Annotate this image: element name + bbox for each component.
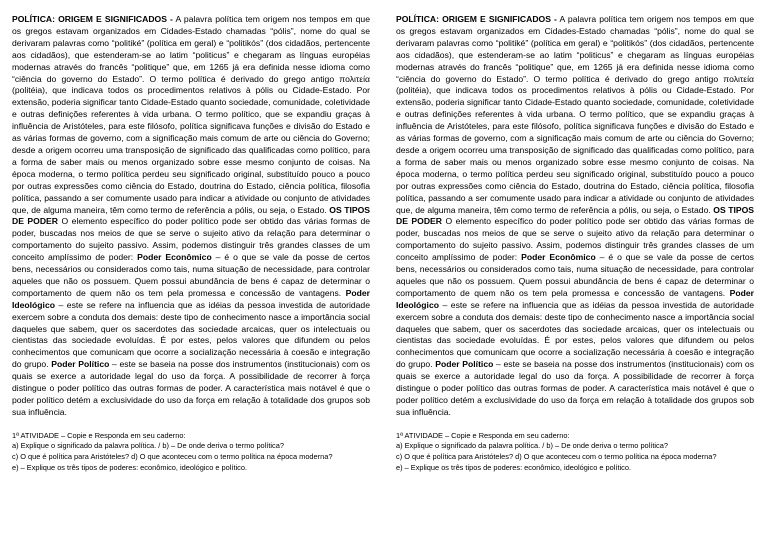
- activity-title: 1ª ATIVIDADE – Copie e Responda em seu caderno:: [12, 430, 186, 440]
- activity-line: a) Explique o significado da palavra política. / b) – De onde deriva o termo política?: [396, 441, 668, 451]
- activity-line: e) – Explique os três tipos de poderes: econômico, ideológico e político.: [396, 462, 631, 472]
- activity-line: a) Explique o significado da palavra política. / b) – De onde deriva o termo política?: [12, 441, 284, 451]
- term-poder-politico: Poder Político: [51, 359, 110, 370]
- activity-line: e) – Explique os três tipos de poderes: econômico, ideológico e político.: [12, 462, 247, 472]
- heading-politica: POLÍTICA: ORIGEM E SIGNIFICADOS -: [396, 14, 557, 24]
- activity-line: c) O que é política para Aristóteles? d) O que aconteceu com o termo política na época moderna?: [12, 452, 333, 461]
- text-poder-ideologico: – este se refere na influencia que as idéias da pessoa investida de autoridade exercem sobre a conduta dos demais: deste tipo de conhecimento nasce a importância social daqueles que sabem, quer os sacerdotes das sociedade arcaicas, quer os intelectuais ou cientistas das sociedade evoluídas. É por estes, pelos valores que difundem ou pelos conhecimentos que comunicam que ocorre a socialização necessária à coesão e integração do grupo.: [12, 299, 370, 370]
- right-column: [396, 14, 754, 473]
- term-poder-economico: Poder Econômico: [521, 252, 596, 263]
- term-poder-economico: Poder Econômico: [137, 252, 212, 263]
- term-poder-ideologico: Poder Ideológico: [396, 287, 754, 310]
- activity-block: [396, 431, 754, 473]
- activity-block: [12, 431, 370, 473]
- heading-tipos-de-poder: OS TIPOS DE PODER: [12, 204, 371, 227]
- activity-title: 1ª ATIVIDADE – Copie e Responda em seu caderno:: [396, 430, 570, 440]
- text-origin: A palavra política tem origem nos tempos em que os gregos estavam organizados em Cidades-Estado chamadas “pólis”, nome do qual se derivaram palavras como “politiké” (política em geral) e “politikós” (dos cidadãos, pertencente aos cidadãos), que estenderam-se ao latim “politicus” e chegaram as línguas européias modernas através do francês “politique” que, em 1265 já era definida nesse idioma como “ciência do governo do Estado”. O termo política é derivado do grego antigo πολιτεία (politéia), que indicava todos os procedimentos relativos à pólis ou Cidade-Estado. Por extensão, poderia significar tanto Cidade-Estado quanto sociedade, comunidade, coletividade e outras definições referentes à vida urbana. O termo político, que se expandiu graças à influência de Aristóteles, para este filósofo, política significava funções e divisão do Estado e as várias formas de governo, com a significação mais comum de arte ou ciência do Governo; desde a origem ocorreu uma transposição de significado das qualificadas como político, para a forma de saber mais ou menos organizado sobre esse mesmo conjunto de coisas. Na época moderna, o termo política perdeu seu significado original, substituído pouco a pouco por outras expressões como ciência do Estado, doutrina do Estado, ciência política, filosofia política, passando a ser comumente usado para indicar a atividade ou conjunto de atividades que, de alguma maneira, têm como termo de referência a pólis, ou seja, o Estado.: [12, 14, 370, 215]
- body-paragraph: [12, 14, 370, 419]
- left-column: [12, 14, 370, 473]
- text-poder-politico: – este se baseia na posse dos instrumentos (institucionais) com os quais se exerce a autoridade legal do uso da força. A possibilidade de recorrer à força distingue o poder político das outras formas de poder. A característica mais notável é que o poder político detém a exclusividade do uso da força em relação à totalidade dos grupos sob sua influência.: [12, 359, 371, 417]
- heading-tipos-de-poder: OS TIPOS DE PODER: [396, 204, 755, 227]
- text-poder-politico: – este se baseia na posse dos instrumentos (institucionais) com os quais se exerce a autoridade legal do uso da força. A possibilidade de recorrer à força distingue o poder político das outras formas de poder. A característica mais notável é que o poder político detém a exclusividade do uso da força em relação à totalidade dos grupos sob sua influência.: [396, 359, 755, 417]
- text-origin: A palavra política tem origem nos tempos em que os gregos estavam organizados em Cidades-Estado chamadas “pólis”, nome do qual se derivaram palavras como “politiké” (política em geral) e “politikós” (dos cidadãos, pertencente aos cidadãos), que estenderam-se ao latim “politicus” e chegaram as línguas européias modernas através do francês “politique” que, em 1265 já era definida nesse idioma como “ciência do governo do Estado”. O termo política é derivado do grego antigo πολιτεία (politéia), que indicava todos os procedimentos relativos à pólis ou Cidade-Estado. Por extensão, poderia significar tanto Cidade-Estado quanto sociedade, comunidade, coletividade e outras definições referentes à vida urbana. O termo político, que se expandiu graças à influência de Aristóteles, para este filósofo, política significava funções e divisão do Estado e as várias formas de governo, com a significação mais comum de arte ou ciência do Governo; desde a origem ocorreu uma transposição de significado das qualificadas como político, para a forma de saber mais ou menos organizado sobre esse mesmo conjunto de coisas. Na época moderna, o termo política perdeu seu significado original, substituído pouco a pouco por outras expressões como ciência do Estado, doutrina do Estado, ciência política, filosofia política, passando a ser comumente usado para indicar a atividade ou conjunto de atividades que, de alguma maneira, têm como termo de referência a pólis, ou seja, o Estado.: [396, 14, 754, 215]
- term-poder-politico: Poder Político: [435, 359, 494, 370]
- activity-line: c) O que é política para Aristóteles? d) O que aconteceu com o termo política na época moderna?: [396, 452, 717, 461]
- text-poder-intro: O elemento específico do poder político pode ser obtido das várias formas de poder, buscadas nos meios de que se serve o sujeito ativo da relação para determinar o comportamento do sujeito passivo. Assim, podemos distinguir três grandes classes de um conceito amplíssimo de poder:: [396, 216, 755, 263]
- term-poder-ideologico: Poder Ideológico: [12, 287, 370, 310]
- text-poder-ideologico: – este se refere na influencia que as idéias da pessoa investida de autoridade exercem sobre a conduta dos demais: deste tipo de conhecimento nasce a importância social daqueles que sabem, quer os sacerdotes das sociedade arcaicas, quer os intelectuais ou cientistas das sociedade evoluídas. É por estes, pelos valores que difundem ou pelos conhecimentos que comunicam que ocorre a socialização necessária à coesão e integração do grupo.: [396, 299, 754, 370]
- text-poder-economico: – é o que se vale da posse de certos bens, necessários ou considerados como tais, numa situação de necessidade, para controlar aqueles que não os possuem. Quem possui abundância de bens é capaz de determinar o comportamento de quem não os tem pela promessa e concessão de vantagens.: [12, 252, 370, 298]
- body-paragraph: [396, 14, 754, 419]
- heading-politica: POLÍTICA: ORIGEM E SIGNIFICADOS -: [12, 14, 173, 24]
- text-poder-intro: O elemento específico do poder político pode ser obtido das várias formas de poder, buscadas nos meios de que se serve o sujeito ativo da relação para determinar o comportamento do sujeito passivo. Assim, podemos distinguir três grandes classes de um conceito amplíssimo de poder:: [12, 216, 371, 263]
- text-poder-economico: – é o que se vale da posse de certos bens, necessários ou considerados como tais, numa situação de necessidade, para controlar aqueles que não os possuem. Quem possui abundância de bens é capaz de determinar o comportamento de quem não os tem pela promessa e concessão de vantagens.: [396, 252, 754, 298]
